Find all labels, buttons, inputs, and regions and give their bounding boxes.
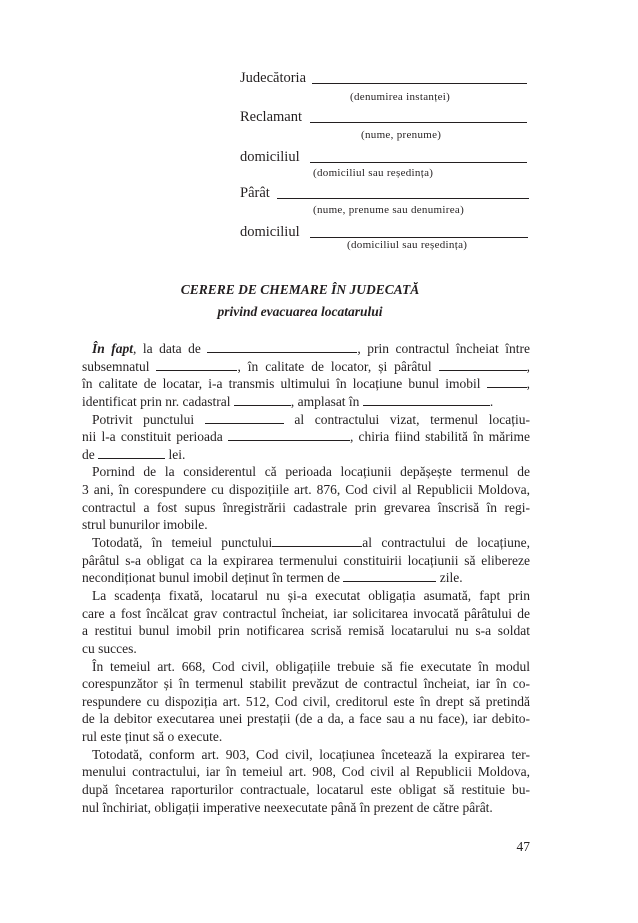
- text-run: pârâtul s-a obligat ca la expirarea termenului constituirii locațiunii să elibereze: [82, 552, 530, 568]
- text-run: respundere cu dispoziția art. 512, Cod civil, creditorul este în drept să pretindă: [82, 693, 530, 709]
- plaintiff-address-line: [310, 162, 527, 163]
- body-line: [82, 446, 530, 464]
- text-run: strul bunurilor imobile.: [82, 517, 208, 533]
- body-line: [82, 358, 530, 376]
- text-run: necondiționat bunul imobil deținut în termen de: [82, 570, 344, 586]
- text-run: menului contractului, iar în temeiul art. 908, Cod civil al Republicii Moldova,: [82, 764, 530, 780]
- text-run: nul închiriat, obligații imperative neexecutate până în prezent de către pârât.: [82, 799, 493, 815]
- body-line: [82, 640, 530, 658]
- body-line: [82, 534, 530, 552]
- text-run: Pornind de la considerentul că perioada locațiunii depășește termenul de: [92, 464, 530, 480]
- body-line: [82, 587, 530, 605]
- defendant-address-line: [310, 237, 528, 238]
- court-hint: (denumirea instanței): [350, 91, 451, 103]
- defendant-name-line: [277, 198, 529, 199]
- document-title: CERERE DE CHEMARE ÎN JUDECATĂ: [180, 282, 420, 297]
- text-run: contractul a fost supus înregistrării cadastrale prin grevarea înscrisă în regi-: [82, 499, 530, 515]
- body-line: [82, 605, 530, 623]
- property-location-blank: [363, 396, 490, 406]
- text-run: zile.: [436, 570, 463, 586]
- vacate-days-blank: [343, 572, 436, 582]
- body-line: [82, 763, 530, 781]
- lead-in-phrase: În fapt: [92, 341, 134, 356]
- plaintiff-address-hint: (domiciliul sau reședința): [313, 167, 434, 179]
- claim-body: [82, 340, 530, 816]
- text-run: , la data de: [133, 341, 208, 356]
- document-subtitle: privind evacuarea locatarului: [217, 304, 383, 319]
- text-run: lei.: [165, 446, 186, 462]
- body-line: [82, 622, 530, 640]
- text-run: 3 ani, în corespundere cu dispozițiile art. 876, Cod civil al Republicii Moldova,: [82, 482, 530, 498]
- defendant-label: Pârât: [240, 185, 270, 201]
- plaintiff-label: Reclamant: [240, 109, 303, 125]
- body-line: [82, 781, 530, 799]
- contract-clause-blank: [272, 537, 362, 547]
- text-run: rul este ținut să o execute.: [82, 729, 223, 745]
- text-run: Totodată, conform art. 903, Cod civil, locațiunea încetează la expirarea ter-: [92, 746, 530, 762]
- text-run: de: [82, 446, 99, 462]
- plaintiff-name-line: [310, 122, 527, 123]
- page-number: 47: [516, 839, 530, 854]
- body-line: [82, 569, 530, 587]
- body-line: [82, 710, 530, 728]
- text-run: , prin contractul încheiat între: [357, 341, 530, 356]
- text-run: În temeiul art. 668, Cod civil, obligațiile trebuie să fie executate în modul: [92, 658, 530, 674]
- text-run: nii l-a constituit perioada: [82, 429, 228, 445]
- body-line: [82, 340, 530, 358]
- cadastral-number-blank: [234, 396, 291, 406]
- text-run: care a fost încălcat grav contractul încheiat, iar solicitarea invocată pârâtului de: [82, 605, 530, 621]
- body-line: [82, 658, 530, 676]
- court-label: Judecătoria: [240, 70, 307, 86]
- text-run: , chiria fiind stabilită în mărime: [349, 429, 530, 445]
- contract-date-blank: [207, 343, 357, 353]
- defendant-address-label: domiciliul: [240, 224, 300, 240]
- body-line: [82, 693, 530, 711]
- contract-clause-blank: [205, 414, 284, 424]
- text-run: de la debitor executarea unei prestații (de a da, a face sau a nu face), iar debito-: [82, 711, 530, 727]
- text-run: după încetarea raporturilor contractuale, locatarul este obligat să restituie bu-: [82, 782, 530, 798]
- body-line: [82, 411, 530, 429]
- body-line: [82, 746, 530, 764]
- body-line: [82, 428, 530, 446]
- text-run: La scadența fixată, locatarul nu și-a executat obligația asumată, fapt prin: [92, 587, 530, 603]
- text-run: ,: [526, 376, 530, 392]
- text-run: Potrivit punctului: [92, 411, 205, 427]
- body-line: [82, 375, 530, 393]
- text-run: corespunzător și în termenul stabilit prevăzut de contractul încheiat, iar în co-: [82, 676, 530, 692]
- property-blank: [487, 378, 527, 388]
- body-line: [82, 463, 530, 481]
- body-line: [82, 552, 530, 570]
- text-run: în calitate de locatar, i-a transmis ultimului în locațiune bunul imobil: [82, 376, 487, 392]
- text-run: al contractului de locațiune,: [362, 535, 530, 551]
- text-run: .: [489, 393, 494, 409]
- rent-amount-blank: [98, 449, 165, 459]
- defendant-name-blank: [439, 361, 527, 371]
- text-run: identificat prin nr. cadastral: [82, 393, 234, 409]
- text-run: cu succes.: [82, 640, 137, 656]
- text-run: , în calitate de locator, și pârâtul: [237, 358, 439, 374]
- defendant-hint: (nume, prenume sau denumirea): [313, 204, 465, 216]
- text-run: a restitui bunul imobil prin notificarea scrisă remisă locatarului nu s-a soldat: [82, 623, 530, 639]
- text-run: al contractului vizat, termenul locațiu-: [283, 411, 530, 427]
- lease-period-blank: [228, 431, 350, 441]
- body-line: [82, 499, 530, 517]
- plaintiff-hint: (nume, prenume): [361, 129, 442, 141]
- plaintiff-name-blank: [156, 361, 237, 371]
- court-name-line: [312, 83, 527, 84]
- text-run: subsemnatul: [82, 358, 157, 374]
- defendant-address-hint: (domiciliul sau reședința): [347, 239, 468, 251]
- text-run: Totodată, în temeiul punctului: [92, 535, 273, 551]
- body-line: [82, 675, 530, 693]
- plaintiff-address-label: domiciliul: [240, 149, 300, 165]
- body-line: [82, 516, 530, 534]
- text-run: ,: [526, 358, 531, 374]
- text-run: , amplasat în: [290, 393, 363, 409]
- body-line: [82, 481, 530, 499]
- body-line: [82, 728, 530, 746]
- body-line: [82, 799, 530, 817]
- body-line: [82, 393, 530, 411]
